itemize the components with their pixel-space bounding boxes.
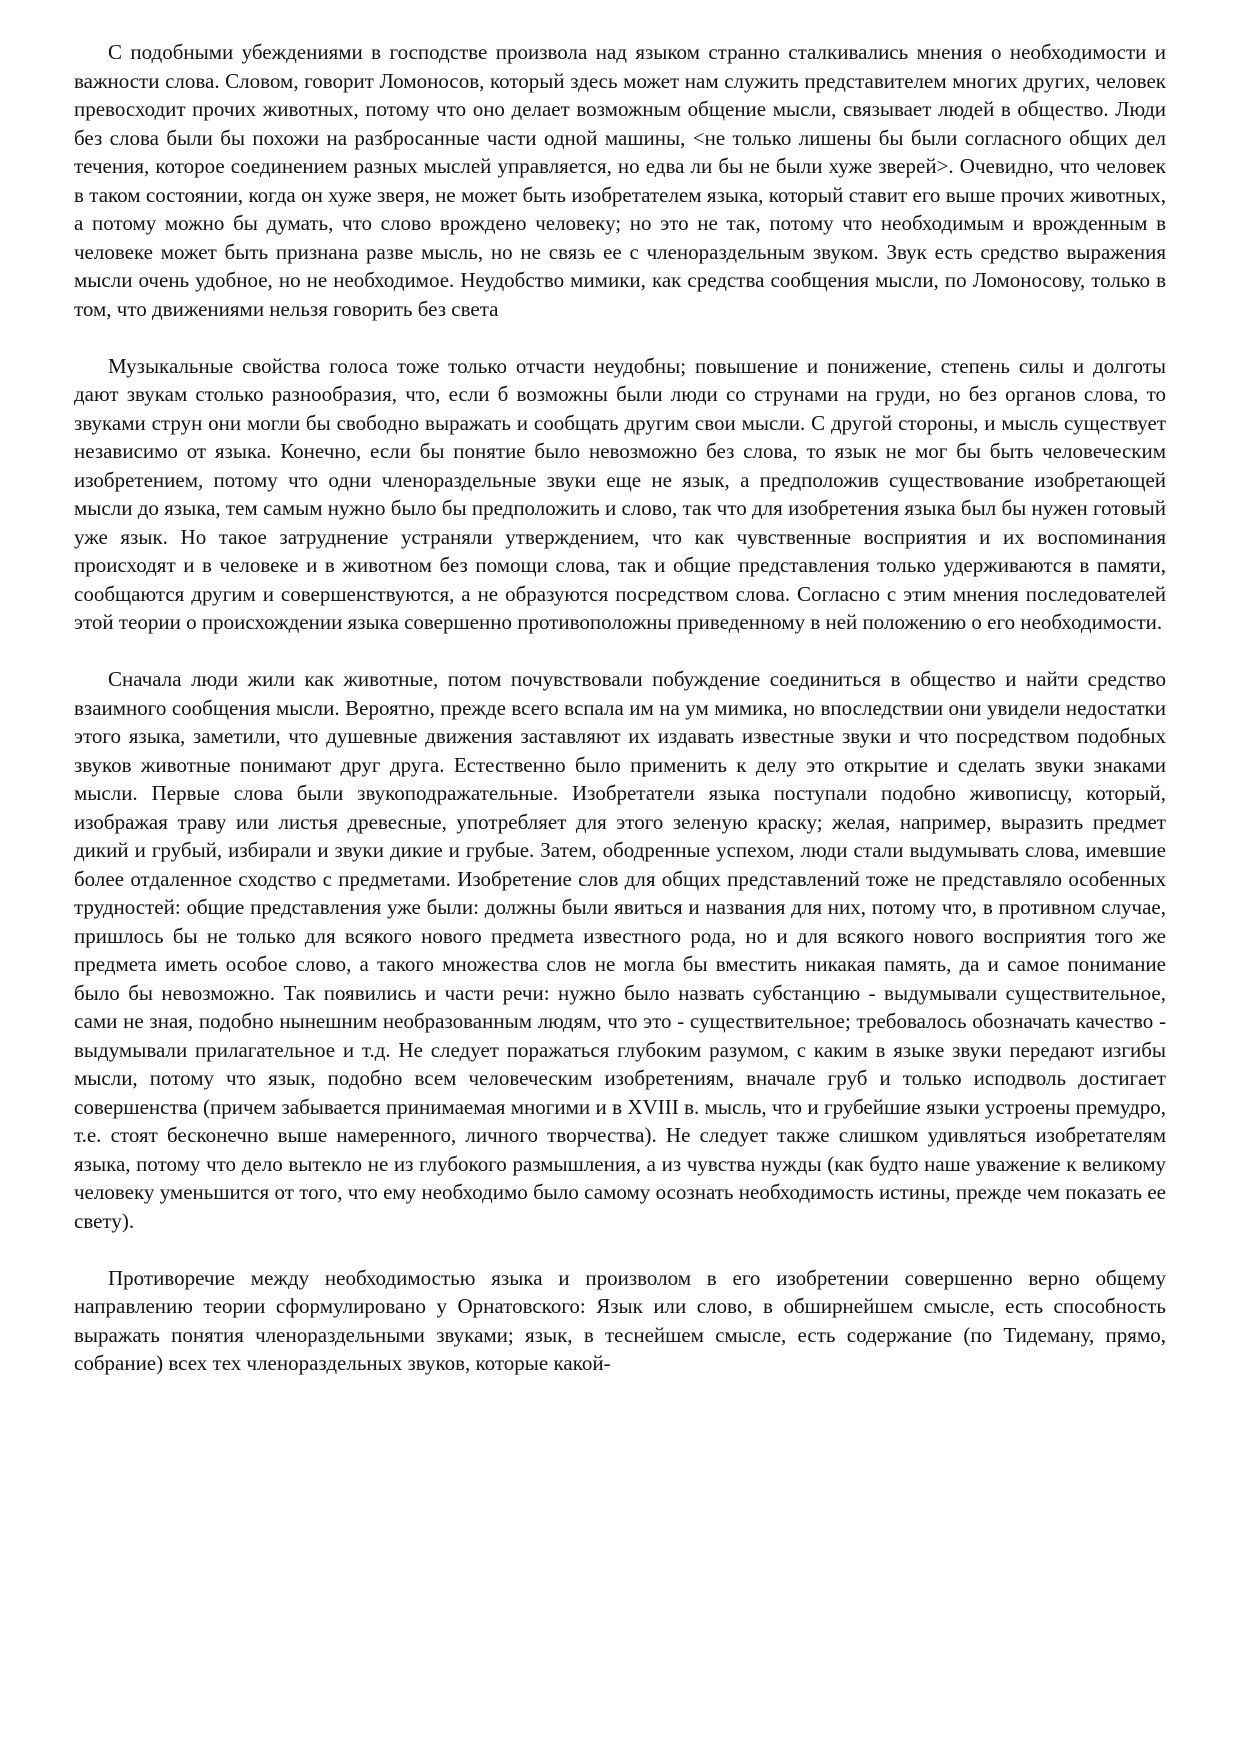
- paragraph-musical-properties: Музыкальные свойства голоса тоже только отчасти неудобны; повышение и понижение, степень силы и долготы дают звукам столько разнообразия, что, если б возможны были люди со струнами на груди, но без органов слова, то звуками струн они могли бы свободно выражать и сообщать другим свои мысли. С другой стороны, и мысль существует независимо от языка. Конечно, если бы понятие было невозможно без слова, то язык не мог бы быть человеческим изобретением, потому что одни членораздельные звуки еще не язык, а предположив существование изобретающей мысли до языка, тем самым нужно было бы предположить и слово, так что для изобретения языка был бы нужен готовый уже язык. Но такое затруднение устраняли утверждением, что как чувственные восприятия и их воспоминания происходят и в человеке и в животном без помощи слова, так и общие представления только удерживаются в памяти, сообщаются другим и совершенствуются, а не образуются посредством слова. Согласно с этим мнения последователей этой теории о происхождении языка совершенно противоположны приведенному в ней положению о его необходимости.: [74, 353, 1166, 634]
- paragraph-invention-of-language: Сначала люди жили как животные, потом почувствовали побуждение соединиться в общество и найти средство взаимного сообщения мысли. Вероятно, прежде всего вспала им на ум мимика, но впоследствии они увидели недостатки этого языка, заметили, что душевные движения заставляют их издавать известные звуки и что посредством подобных звуков животные понимают друг друга. Естественно было применить к делу это открытие и сделать звуки знаками мысли. Первые слова были звукоподражательные. Изобретатели языка поступали подобно живописцу, который, изображая траву или листья древесные, употребляет для этого зеленую краску; желая, например, выразить предмет дикий и грубый, избирали и звуки дикие и грубые. Затем, ободренные успехом, люди стали выдумывать слова, имевшие более отдаленное сходство с предметами. Изобретение слов для общих представлений тоже не представляло особенных трудностей: общие представления уже были: должны были явиться и названия для них, потому что, в противном случае, пришлось бы не только для всякого нового предмета известного рода, но и для всякого нового восприятия того же предмета иметь особое слово, а такого множества слов не могла бы вместить никакая память, да и самое понимание было бы невозможно. Так появились и части речи: нужно было назвать субстанцию - выдумывали существительное, сами не зная, подобно нынешним необразованным людям, что это - существительное; требовалось обозначать качество - выдумывали прилагательное и т.д. Не следует поражаться глубоким разумом, с каким в языке звуки передают изгибы мысли, потому что язык, подобно всем человеческим изобретениям, вначале груб и только исподволь достигает совершенства (причем забывается принимаемая многими и в XVIII в. мысль, что и грубейшие языки устроены премудро, т.е. стоят бесконечно выше намеренного, личного творчества). Не следует также слишком удивляться изобретателям языка, потому что дело вытекло не из глубокого размышления, а из чувства нужды (как будто наше уважение к великому человеку уменьшится от того, что ему необходимо было самому осознать необходимость истины, прежде чем показать ее свету).: [74, 667, 1166, 1233]
- paragraph-lomonosov-necessity: С подобными убеждениями в господстве произвола над языком странно сталкивались мнения о необходимости и важности слова. Словом, говорит Ломоносов, который здесь может нам служить представителем многих других, человек превосходит прочих животных, потому что оно делает возможным общение мысли, связывает людей в общество. Люди без слова были бы похожи на разбросанные части одной машины, <не только лишены бы были согласного общих дел течения, которое соединением разных мыслей управляется, но едва ли бы не были хуже зверей>. Очевидно, что человек в таком состоянии, когда он хуже зверя, не может быть изобретателем языка, который ставит его выше прочих животных, а потому можно бы думать, что слово врождено человеку; но это не так, потому что необходимым и врожденным в человеке может быть признана разве мысль, но не связь ее с членораздельным звуком. Звук есть средство выражения мысли очень удобное, но не необходимое. Неудобство мимики, как средства сообщения мысли, по Ломоносову, только в том, что движениями нельзя говорить без света: [74, 40, 1166, 321]
- paragraph-ornatovsky-contradiction: Противоречие между необходимостью языка и произволом в его изобретении совершенно верно общему направлению теории сформулировано у Орнатовского: Язык или слово, в обширнейшем смысле, есть способность выражать понятия членораздельными звуками; язык, в теснейшем смысле, есть содержание (по Тидеману, прямо, собрание) всех тех членораздельных звуков, которые какой-: [74, 1265, 1166, 1375]
